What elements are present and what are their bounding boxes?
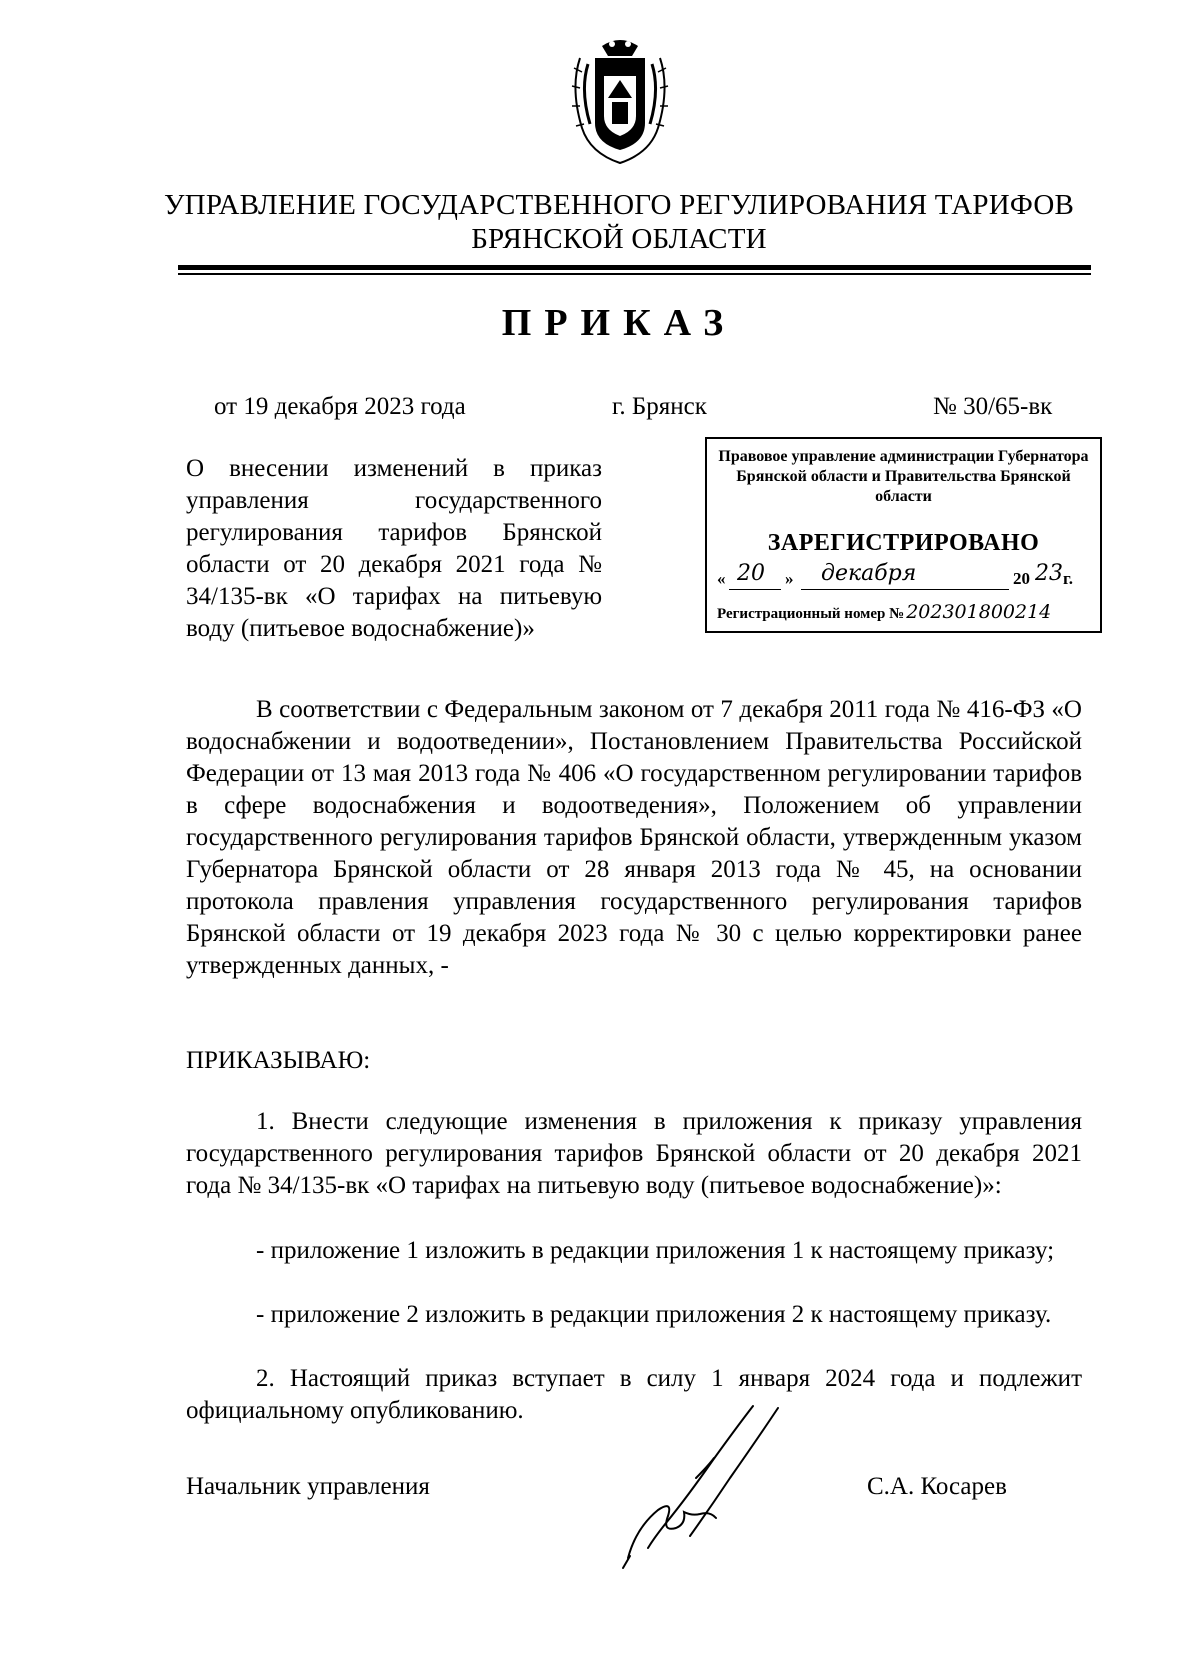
- handwritten-signature-icon: [618, 1398, 808, 1573]
- header-divider-thin: [178, 273, 1091, 275]
- stamp-day-line: [729, 589, 781, 590]
- stamp-regnum-value: 202301800214: [906, 601, 1052, 623]
- order-heading: ПРИКАЗЫВАЮ:: [186, 1047, 371, 1074]
- stamp-month-line: [801, 589, 1009, 590]
- stamp-registration-number: [717, 601, 1051, 625]
- stamp-year-label: г.: [1063, 569, 1074, 588]
- signer-position: Начальник управления: [186, 1473, 430, 1500]
- document-subject: О внесении изменений в приказ управления государственного регулирования тарифов Брянской области от 20 декабря 2021 года № 34/135-вк «О тарифах на питьевую воду (питьевое водоснабжение)»: [186, 455, 602, 642]
- stamp-year-suffix: 23: [1035, 561, 1063, 586]
- stamp-month: декабря: [821, 561, 917, 586]
- order-item-1b: - приложение 2 изложить в редакции приложения 2 к настоящему приказу.: [256, 1301, 1052, 1328]
- document-number: № 30/65-вк: [933, 393, 1053, 420]
- document-city: г. Брянск: [612, 393, 707, 420]
- stamp-regnum-label: Регистрационный номер №: [717, 606, 905, 622]
- header-divider-thick: [178, 265, 1091, 270]
- coat-of-arms-icon: [560, 28, 680, 168]
- stamp-date-open-quote: «: [717, 569, 726, 588]
- stamp-status: ЗАРЕГИСТРИРОВАНО: [767, 530, 1040, 556]
- preamble-paragraph: В соответствии с Федеральным законом от 7 декабря 2011 года № 416-ФЗ «О водоснабжении и водоотведении», Постановлением Правительства Российской Федерации от 13 мая 2013 года № 406 «О государственном регулировании тарифов в сфере водоснабжения и водоотведения», Положением об управлении государственного регулирования тарифов Брянской области, утвержденным указом Губернатора Брянской области от 28 января 2013 года № 45, на основании протокола правления управления государственного регулирования тарифов Брянской области от 19 декабря 2023 года № 30 с целью корректировки ранее утвержденных данных, -: [186, 696, 1082, 979]
- organization-name-line1: УПРАВЛЕНИЕ ГОСУДАРСТВЕННОГО РЕГУЛИРОВАНИЯ ТАРИФОВ: [163, 189, 1075, 221]
- document-title: ПРИКАЗ: [501, 302, 737, 344]
- stamp-date-close-quote: »: [785, 569, 794, 588]
- signer-name: С.А. Косарев: [867, 1473, 1007, 1500]
- stamp-day: 20: [737, 561, 765, 586]
- stamp-organization: Правовое управление администрации Губернатора Брянской области и Правительства Брянской области: [718, 448, 1089, 505]
- organization-name-line2: БРЯНСКОЙ ОБЛАСТИ: [471, 223, 767, 255]
- stamp-year-prefix: 20: [1013, 569, 1030, 588]
- order-item-1a: - приложение 1 изложить в редакции приложения 1 к настоящему приказу;: [256, 1237, 1055, 1264]
- order-item-2: 2. Настоящий приказ вступает в силу 1 января 2024 года и подлежит официальному опубликованию.: [186, 1365, 1082, 1424]
- order-item-1: 1. Внести следующие изменения в приложения к приказу управления государственного регулирования тарифов Брянской области от 20 декабря 2021 года № 34/135-вк «О тарифах на питьевую воду (питьевое водоснабжение)»:: [186, 1108, 1082, 1199]
- stamp-date: [717, 561, 1089, 595]
- registration-stamp: [705, 437, 1102, 633]
- document-date: от 19 декабря 2023 года: [214, 393, 466, 420]
